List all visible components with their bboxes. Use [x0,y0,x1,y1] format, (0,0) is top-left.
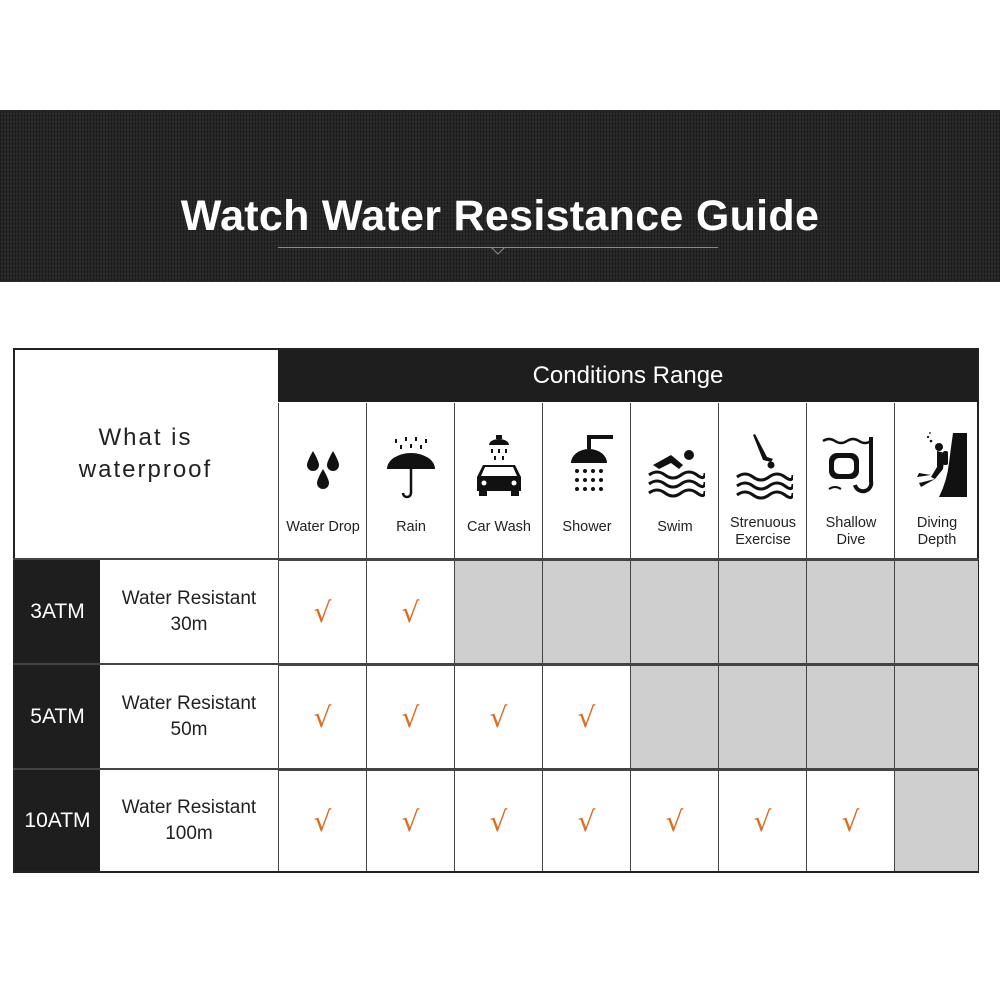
supported-cell [366,770,454,871]
unsupported-cell [806,560,894,663]
condition-label-line2: Exercise [735,532,791,548]
supported-cell [278,665,366,768]
condition-label-line1: Shallow [825,515,877,531]
check-mark-icon: √ [313,700,332,734]
supported-cell [366,665,454,768]
check-mark-icon: √ [401,804,420,838]
unsupported-cell [718,665,806,768]
page-title: Watch Water Resistance Guide [180,192,820,240]
check-mark-icon: √ [577,700,596,734]
rating-description [100,770,278,871]
condition-label [719,515,807,549]
what-is-waterproof-label [13,348,278,559]
description-line1: Water Resistant [121,587,257,609]
check-mark-icon: √ [489,804,508,838]
condition-label-line1: Diving [916,515,958,531]
condition-label-line1: Strenuous [729,515,797,531]
unsupported-cell [454,560,542,663]
swimmer-icon [645,429,705,501]
supported-cell [630,770,718,871]
description-line2: 50m [170,718,208,740]
scuba-diver-icon [909,429,969,501]
check-mark-icon: √ [489,700,508,734]
unsupported-cell [630,665,718,768]
condition-rain [366,403,454,559]
condition-label: Water Drop [286,519,360,535]
condition-shallow-dive [806,403,894,559]
check-mark-icon: √ [841,804,860,838]
supported-cell [278,560,366,663]
condition-strenuous-exercise [718,403,806,559]
rating-5atm: 5ATM [15,665,100,768]
condition-label: Rain [396,519,426,535]
unsupported-cell [894,560,978,663]
check-mark-icon: √ [577,804,596,838]
check-mark-icon: √ [401,595,420,629]
condition-shower [542,403,630,559]
rating-3atm: 3ATM [15,560,100,663]
supported-cell [542,665,630,768]
unsupported-cell [630,560,718,663]
divider-notch-icon [491,247,505,257]
what-is-line2: waterproof [78,455,213,483]
description-line1: Water Resistant [121,692,257,714]
unsupported-cell [894,770,978,871]
condition-label-line2: Depth [917,532,957,548]
snorkel-mask-icon [821,429,881,501]
car-wash-icon [469,429,529,501]
unsupported-cell [894,665,978,768]
unsupported-cell [718,560,806,663]
supported-cell [454,665,542,768]
condition-swim [630,403,718,559]
condition-water-drop [278,403,366,559]
shower-icon [557,429,617,501]
check-mark-icon: √ [401,700,420,734]
condition-label: Swim [657,519,693,535]
condition-label [895,515,979,549]
condition-label: Shower [562,519,612,535]
unsupported-cell [542,560,630,663]
condition-diving-depth [894,403,978,559]
supported-cell [278,770,366,871]
supported-cell [542,770,630,871]
description-line2: 100m [165,822,213,844]
supported-cell [454,770,542,871]
rating-description [100,665,278,768]
supported-cell [806,770,894,871]
description-line2: 30m [170,613,208,635]
what-is-line1: What is [98,423,193,451]
water-drop-icon [293,429,353,501]
description-line1: Water Resistant [121,796,257,818]
condition-label: Car Wash [467,519,531,535]
umbrella-rain-icon [381,429,441,501]
supported-cell [366,560,454,663]
check-mark-icon: √ [313,804,332,838]
condition-label-line2: Dive [836,532,866,548]
condition-label [807,515,895,549]
rating-10atm: 10ATM [15,770,100,871]
unsupported-cell [806,665,894,768]
check-mark-icon: √ [753,804,772,838]
rating-description [100,560,278,663]
check-mark-icon: √ [313,595,332,629]
conditions-range-header: Conditions Range [278,350,978,402]
condition-car-wash [454,403,542,559]
check-mark-icon: √ [665,804,684,838]
diver-jump-icon [733,429,793,501]
supported-cell [718,770,806,871]
